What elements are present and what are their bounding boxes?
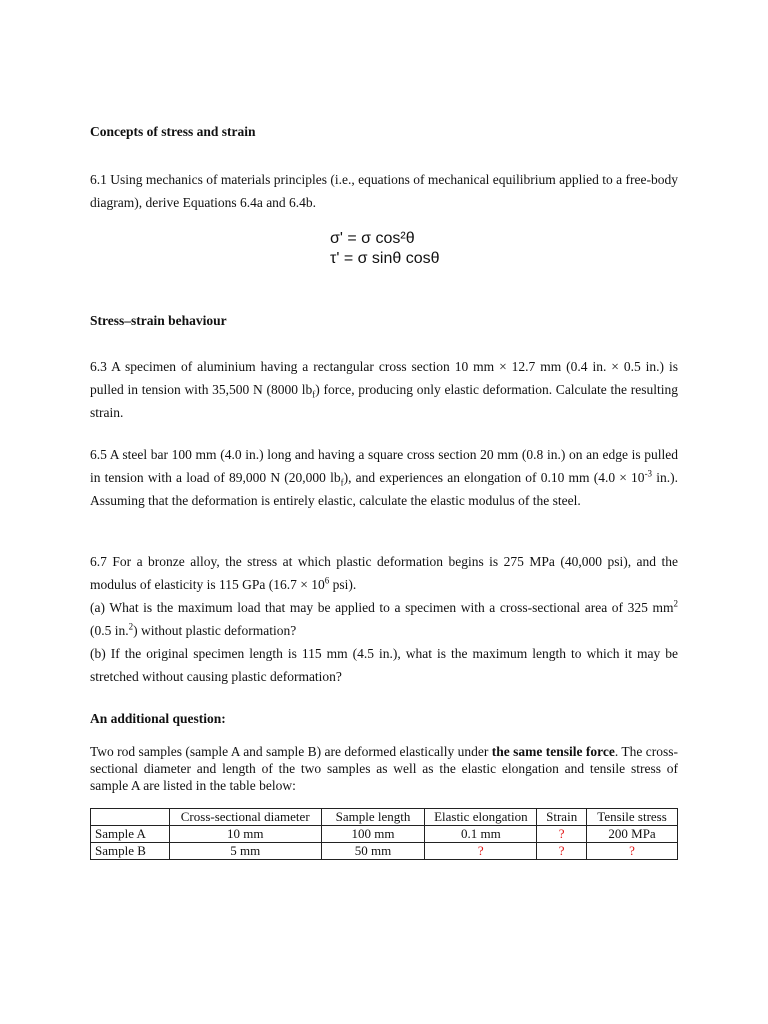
question-6-7-part1: 6.7 For a bronze alloy, the stress at which plastic deformation begins is 275 MPa (40,000 psi), and the modulus of elasticity is 115 GPa (16.7 × 10 (90, 554, 678, 592)
equation-6-4b: τ' = σ sinθ cosθ (330, 250, 440, 267)
question-6-1 (90, 168, 678, 214)
additional-text-part2: . The cross-sectional diameter and length of the two samples as well as the elastic elongation and tensile stress of sample A are listed in the table below: (90, 744, 678, 793)
table-header-cell: Sample length (321, 809, 425, 826)
samples-table (90, 808, 678, 860)
question-6-5-subscript: f (340, 477, 344, 488)
question-6-3 (90, 355, 678, 424)
table-cell: 200 MPa (587, 826, 678, 843)
question-6-5-part1: 6.5 A steel bar 100 mm (4.0 in.) long and having a square cross section 20 mm (0.8 in.) on an edge is pulled in tension with a load of 89,000 N (20,000 lb (90, 447, 678, 485)
question-6-3-part1: 6.3 A specimen of aluminium having a rectangular cross section 10 mm × 12.7 mm (0.4 in. × 0.5 in.) is pulled in tension with 35,500 N (8000 lb (90, 359, 678, 397)
table-cell: 10 mm (169, 826, 321, 843)
question-6-5 (90, 443, 678, 512)
table-cell: 50 mm (321, 843, 425, 860)
question-6-3-subscript: f (312, 389, 316, 400)
table-cell-unknown: ? (537, 826, 587, 843)
question-6-7a-superscript: 2 (673, 598, 678, 609)
question-6-7a-part1: (a) What is the maximum load that may be applied to a specimen with a cross-sectional area of 325 mm (90, 600, 674, 615)
question-6-1-text: 6.1 Using mechanics of materials principles (i.e., equations of mechanical equilibrium applied to a free-body diagram), derive Equations 6.4a and 6.4b. (90, 172, 678, 210)
table-row-label: Sample A (91, 826, 170, 843)
table-header-cell: Tensile stress (587, 809, 678, 826)
additional-question-text (90, 743, 678, 794)
question-6-7-part2: psi). (329, 577, 357, 592)
question-6-7a-superscript2: 2 (128, 621, 134, 632)
table-cell-unknown: ? (425, 843, 537, 860)
question-6-3-text (90, 355, 678, 424)
question-6-3-part2: ) force, producing only elastic deformation. Calculate the resulting strain. (90, 382, 678, 420)
question-6-7-text (90, 550, 678, 596)
question-6-5-superscript: -3 (644, 468, 653, 479)
question-6-5-part2: ), and experiences an elongation of 0.10 mm (4.0 × 10 (343, 470, 645, 485)
question-6-7-part-b: (b) If the original specimen length is 115 mm (4.5 in.), what is the maximum length to which it may be stretched without causing plastic deformation? (90, 646, 678, 684)
table-header-cell: Strain (537, 809, 587, 826)
heading-stress-strain: Stress–strain behaviour (90, 313, 227, 328)
table-header-row (91, 809, 678, 826)
table-cell: 100 mm (321, 826, 425, 843)
table-header-cell: Cross-sectional diameter (169, 809, 321, 826)
additional-text-bold: the same tensile force (491, 744, 615, 759)
question-6-5-part3: in.). Assuming that the deformation is entirely elastic, calculate the elastic modulus of the steel. (90, 470, 678, 508)
heading-additional: An additional question: (90, 711, 226, 726)
question-6-7a-part3: ) without plastic deformation? (133, 623, 297, 638)
table-cell: 5 mm (169, 843, 321, 860)
table-header-cell: Elastic elongation (425, 809, 537, 826)
equation-6-4a: σ' = σ cos²θ (330, 230, 415, 247)
additional-text-part1: Two rod samples (sample A and sample B) are deformed elastically under (90, 744, 492, 759)
table-row-label: Sample B (91, 843, 170, 860)
question-6-7-superscript: 6 (324, 575, 330, 586)
table-cell: 0.1 mm (425, 826, 537, 843)
heading-concepts: Concepts of stress and strain (90, 124, 256, 139)
table-cell-unknown: ? (537, 843, 587, 860)
table-cell-unknown: ? (587, 843, 678, 860)
question-6-7a-part2: (0.5 in. (90, 623, 129, 638)
additional-question (90, 743, 678, 794)
table-row (91, 843, 678, 860)
question-6-5-text (90, 443, 678, 512)
question-6-7-part-a (90, 596, 678, 642)
table-row (91, 826, 678, 843)
question-6-7 (90, 550, 678, 688)
table-header-cell (91, 809, 170, 826)
